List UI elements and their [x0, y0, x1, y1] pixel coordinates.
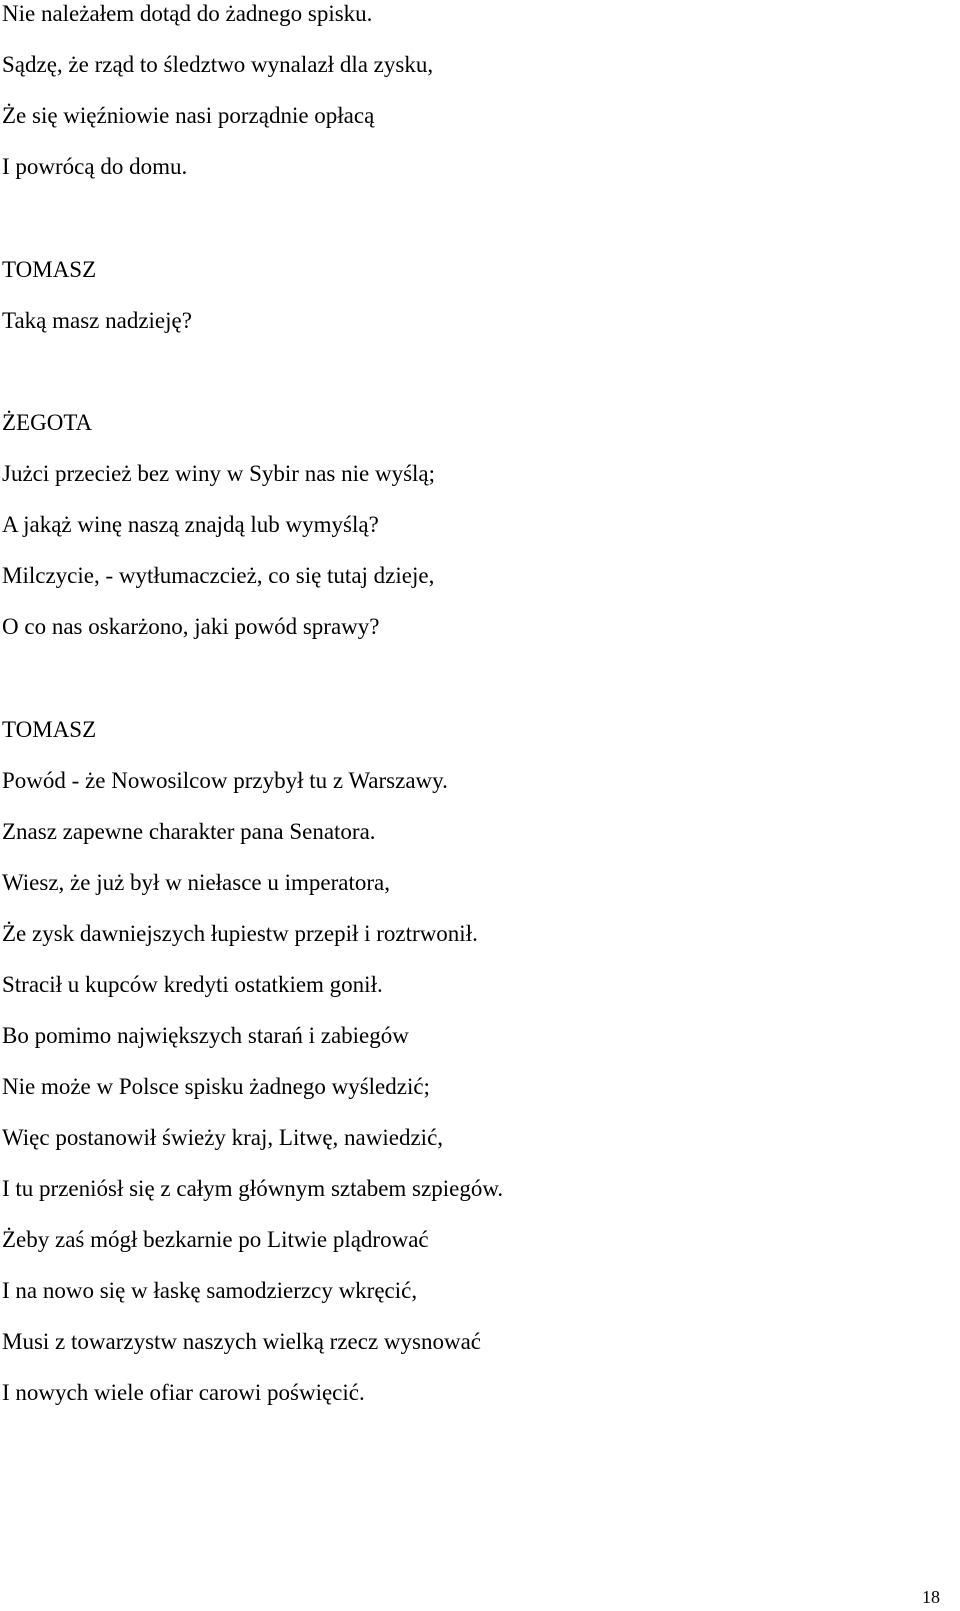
text-line: Bo pomimo największych starań i zabiegów [2, 1023, 409, 1048]
text-line: Nie może w Polsce spisku żadnego wyśledzić; [2, 1074, 430, 1099]
text-line: O co nas oskarżono, jaki powód sprawy? [2, 614, 380, 639]
text-line: Znasz zapewne charakter pana Senatora. [2, 819, 376, 844]
text-line: Więc postanowił świeży kraj, Litwę, nawiedzić, [2, 1125, 444, 1150]
text-line: I nowych wiele ofiar carowi poświęcić. [2, 1380, 365, 1405]
text-line: I tu przeniósł się z całym głównym sztabem szpiegów. [2, 1176, 504, 1201]
text-line: Stracił u kupców kredyti ostatkiem gonił. [2, 972, 383, 997]
speaker-name: TOMASZ [2, 717, 97, 742]
text-line: Jużci przecież bez winy w Sybir nas nie wyślą; [2, 461, 436, 486]
text-line: Musi z towarzystw naszych wielką rzecz wysnować [2, 1329, 481, 1354]
text-line: Taką masz nadzieję? [2, 308, 192, 333]
page-number: 18 [922, 1587, 940, 1607]
text-line: Milczycie, - wytłumaczcież, co się tutaj dzieje, [2, 563, 435, 588]
text-line: I na nowo się w łaskę samodzierzcy wkręcić, [2, 1278, 418, 1303]
text-line: Powód - że Nowosilcow przybył tu z Warszawy. [2, 768, 448, 793]
text-line: Nie należałem dotąd do żadnego spisku. [2, 1, 373, 26]
speaker-name: TOMASZ [2, 257, 97, 282]
text-line: Że zysk dawniejszych łupiestw przepił i roztrwonił. [2, 921, 478, 946]
text-line: I powrócą do domu. [2, 154, 188, 179]
text-line: A jakąż winę naszą znajdą lub wymyślą? [2, 512, 379, 537]
text-line: Że się więźniowie nasi porządnie opłacą [2, 103, 375, 128]
text-line: Wiesz, że już był w niełasce u imperatora, [2, 870, 390, 895]
speaker-name: ŻEGOTA [2, 410, 93, 435]
text-line: Żeby zaś mógł bezkarnie po Litwie plądrować [2, 1227, 429, 1252]
text-line: Sądzę, że rząd to śledztwo wynalazł dla zysku, [2, 52, 434, 77]
